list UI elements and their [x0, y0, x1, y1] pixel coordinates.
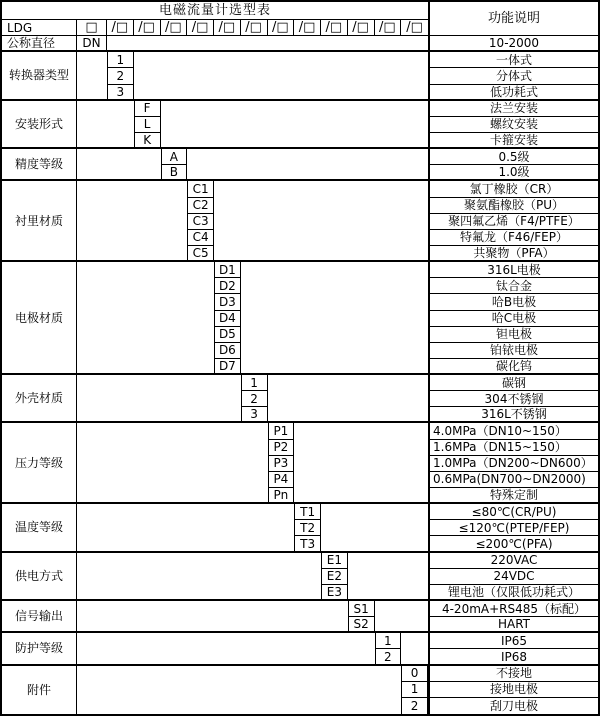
option-desc: IP68 — [428, 649, 598, 665]
group-left-gap — [77, 553, 321, 601]
group-label: 附件 — [2, 666, 77, 714]
group-right-gap — [375, 601, 429, 633]
group-left-gap — [77, 149, 161, 181]
option-desc: 刮刀电极 — [428, 698, 598, 714]
model-prefix-label: LDG — [2, 20, 77, 36]
option-code: 2 — [401, 698, 428, 714]
option-code: D2 — [214, 278, 241, 294]
group-label: 衬里材质 — [2, 181, 77, 262]
option-desc: 4-20mA+RS485（标配） — [428, 601, 598, 617]
model-segment-box: /□ — [375, 20, 402, 36]
group-left-gap — [77, 52, 107, 100]
option-desc: 碳化钨 — [428, 359, 598, 375]
group-label: 供电方式 — [2, 553, 77, 601]
option-desc: 分体式 — [428, 68, 598, 84]
option-code: 0 — [401, 666, 428, 682]
option-code: A — [161, 149, 188, 165]
group-right-gap — [134, 52, 428, 100]
option-desc: ≤200℃(PFA) — [428, 536, 598, 552]
option-code: P4 — [268, 472, 295, 488]
option-code: P1 — [268, 423, 295, 439]
option-code: 2 — [241, 391, 268, 407]
option-code: D1 — [214, 262, 241, 278]
model-segment-box: /□ — [187, 20, 214, 36]
dn-row-label: 公称直径 — [2, 36, 77, 52]
option-code: T3 — [294, 536, 321, 552]
option-desc: 0.6MPa(DN700~DN2000) — [428, 472, 598, 488]
option-code: C1 — [187, 181, 214, 197]
option-code: E3 — [321, 585, 348, 601]
option-desc: 铂铱电极 — [428, 343, 598, 359]
option-code: 1 — [375, 633, 402, 649]
group-left-gap — [77, 666, 401, 714]
option-desc: 哈C电极 — [428, 311, 598, 327]
option-code: K — [134, 133, 161, 149]
option-desc: 法兰安装 — [428, 101, 598, 117]
option-desc: 哈B电极 — [428, 294, 598, 310]
model-segment-box: /□ — [294, 20, 321, 36]
group-label: 电极材质 — [2, 262, 77, 375]
model-segment-box: /□ — [107, 20, 134, 36]
model-segment-box: /□ — [401, 20, 428, 36]
option-code: C2 — [187, 198, 214, 214]
option-code: D6 — [214, 343, 241, 359]
option-desc: 一体式 — [428, 52, 598, 68]
option-code: 2 — [107, 68, 134, 84]
option-code: E1 — [321, 553, 348, 569]
dn-desc: 10-2000 — [428, 36, 598, 52]
group-right-gap — [348, 553, 428, 601]
group-left-gap — [77, 601, 348, 633]
option-code: 1 — [401, 682, 428, 698]
group-right-gap — [187, 149, 428, 181]
option-desc: 氯丁橡胶（CR） — [428, 181, 598, 197]
option-code: D4 — [214, 311, 241, 327]
group-left-gap — [77, 375, 241, 423]
group-label: 精度等级 — [2, 149, 77, 181]
model-segment-box: /□ — [241, 20, 268, 36]
option-desc: 钽电极 — [428, 327, 598, 343]
group-left-gap — [77, 633, 375, 665]
model-segment-box: /□ — [161, 20, 188, 36]
group-right-gap — [268, 375, 429, 423]
option-desc: 接地电极 — [428, 682, 598, 698]
option-code: P2 — [268, 440, 295, 456]
model-segment-box: /□ — [348, 20, 375, 36]
model-segment-box: /□ — [268, 20, 295, 36]
model-segment-box: /□ — [134, 20, 161, 36]
group-label: 信号输出 — [2, 601, 77, 633]
option-desc: 共聚物（PFA） — [428, 246, 598, 262]
option-desc: ≤80℃(CR/PU) — [428, 504, 598, 520]
group-label: 温度等级 — [2, 504, 77, 552]
option-code: L — [134, 117, 161, 133]
option-desc: 卡箍安装 — [428, 133, 598, 149]
option-desc: 特殊定制 — [428, 488, 598, 504]
group-right-gap — [294, 423, 428, 504]
group-label: 防护等级 — [2, 633, 77, 665]
group-left-gap — [77, 181, 187, 262]
dn-gap — [107, 36, 428, 52]
option-desc: 220VAC — [428, 553, 598, 569]
option-code: 1 — [107, 52, 134, 68]
option-code: 1 — [241, 375, 268, 391]
group-label: 外壳材质 — [2, 375, 77, 423]
group-right-gap — [161, 101, 429, 149]
option-desc: ≤120℃(PTEP/FEP) — [428, 520, 598, 536]
option-desc: 特氟龙（F46/FEP） — [428, 230, 598, 246]
model-segment-box: /□ — [214, 20, 241, 36]
option-desc: 316L不锈钢 — [428, 407, 598, 423]
option-code: C5 — [187, 246, 214, 262]
model-base-code-box: □ — [77, 20, 107, 36]
option-desc: HART — [428, 617, 598, 633]
option-code: S2 — [348, 617, 375, 633]
group-left-gap — [77, 504, 294, 552]
option-code: 3 — [107, 85, 134, 101]
option-desc: 24VDC — [428, 569, 598, 585]
group-right-gap — [214, 181, 428, 262]
option-desc: 锂电池（仅限低功耗式） — [428, 585, 598, 601]
option-code: Pn — [268, 488, 295, 504]
group-label: 安装形式 — [2, 101, 77, 149]
option-code: T1 — [294, 504, 321, 520]
option-desc: 聚氨酯橡胶（PU） — [428, 198, 598, 214]
option-desc: 1.6MPa（DN15~150） — [428, 440, 598, 456]
option-code: D5 — [214, 327, 241, 343]
group-right-gap — [321, 504, 428, 552]
option-desc: 0.5级 — [428, 149, 598, 165]
option-code: T2 — [294, 520, 321, 536]
option-code: D3 — [214, 294, 241, 310]
option-code: P3 — [268, 456, 295, 472]
option-desc: 1.0MPa（DN200~DN600） — [428, 456, 598, 472]
group-label: 转换器类型 — [2, 52, 77, 100]
option-desc: 304不锈钢 — [428, 391, 598, 407]
group-right-gap — [401, 633, 428, 665]
option-code: C4 — [187, 230, 214, 246]
group-left-gap — [77, 262, 214, 375]
model-segment-box: /□ — [321, 20, 348, 36]
option-code: C3 — [187, 214, 214, 230]
option-code: 2 — [375, 649, 402, 665]
group-left-gap — [77, 423, 268, 504]
option-code: B — [161, 165, 188, 181]
group-label: 压力等级 — [2, 423, 77, 504]
option-desc: IP65 — [428, 633, 598, 649]
option-code: E2 — [321, 569, 348, 585]
option-desc: 聚四氟乙烯（F4/PTFE） — [428, 214, 598, 230]
option-desc: 螺纹安装 — [428, 117, 598, 133]
table-title: 电磁流量计选型表 — [2, 2, 428, 20]
option-desc: 1.0级 — [428, 165, 598, 181]
dn-code: DN — [77, 36, 107, 52]
function-column-header: 功能说明 — [428, 2, 598, 36]
option-code: S1 — [348, 601, 375, 617]
option-desc: 316L电极 — [428, 262, 598, 278]
option-desc: 钛合金 — [428, 278, 598, 294]
option-code: F — [134, 101, 161, 117]
option-desc: 碳钢 — [428, 375, 598, 391]
option-code: 3 — [241, 407, 268, 423]
group-right-gap — [241, 262, 428, 375]
option-desc: 不接地 — [428, 666, 598, 682]
option-desc: 4.0MPa（DN10~150） — [428, 423, 598, 439]
option-desc: 低功耗式 — [428, 85, 598, 101]
group-left-gap — [77, 101, 134, 149]
option-code: D7 — [214, 359, 241, 375]
